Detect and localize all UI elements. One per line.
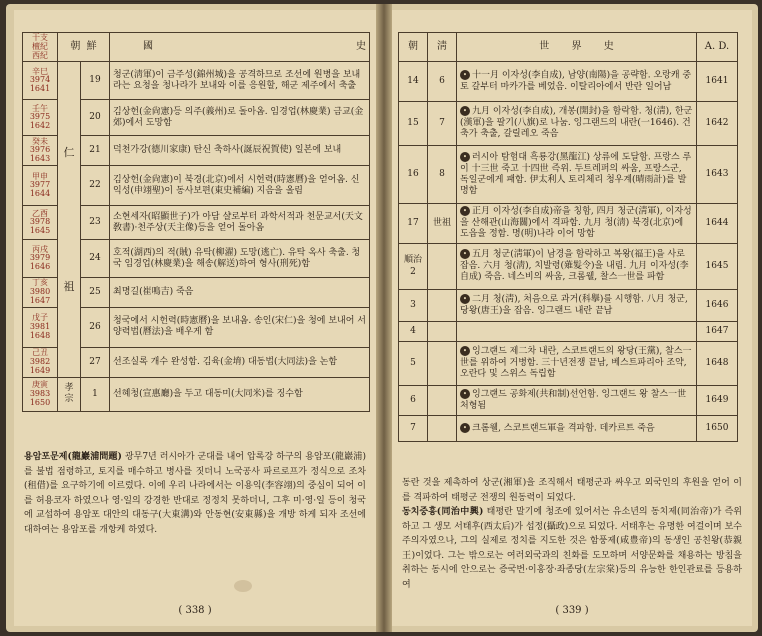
- table-header-row: [399, 33, 738, 62]
- right-folio: ( 339 ): [555, 605, 589, 616]
- circle-marker-icon: •: [460, 152, 470, 162]
- header-ad: A. D.: [697, 33, 738, 62]
- header-joseon: [58, 33, 110, 62]
- event-cell: [457, 290, 697, 322]
- era-cell: 乙酉 3978 1645: [23, 206, 58, 240]
- table-row: [399, 204, 738, 244]
- joseon-year-cell: 15: [399, 102, 428, 146]
- header-se: 世: [539, 40, 550, 52]
- event-cell: 김상헌(金尙憲)이 북경(北京)에서 시헌력(時憲曆)을 얻어옴. 신익성(申翊聖)이 동사보편(東史補編) 지음을 올림: [110, 166, 370, 206]
- era-cell: 庚寅 3983 1650: [23, 377, 58, 411]
- qing-year-cell: [428, 416, 457, 442]
- table-row: [399, 416, 738, 442]
- korea-history-table: [22, 32, 370, 412]
- event-cell: [457, 322, 697, 342]
- king-name-cell: [58, 62, 81, 377]
- left-essay-body: 광무7년 러시아가 군대를 내어 압록강 하구의 용암포(龍巖浦)를 불법 점령하고, 토지를 매수하고 병사를 짓더니 노국공사 파르로프가 정식으로 조차(租借)를 요구하기에 이르렀다. 이에 우리 나라에서는 이용익(李容翊)의 중심이 되어 이를 허용코자 하였으나 영·일의 강경한 반대로 정정치 못하더니, 그후 미·영·일 등이 청국에 교섭하여 용암포 대안의 대동구(大東溝)와 안동현(安東縣)을 개방 하게 되자 조선에 대하여는 용암포를 개항케 하였다.: [24, 452, 366, 535]
- table-header-row: [23, 33, 370, 62]
- era-cell: 丙戌 3979 1646: [23, 240, 58, 278]
- right-essay-title: 동치중흥(同治中興): [402, 507, 484, 517]
- ad-year-cell: 1643: [697, 146, 738, 204]
- table-row: [399, 342, 738, 386]
- ad-year-cell: 1650: [697, 416, 738, 442]
- table-row: [399, 146, 738, 204]
- paper-stain: [234, 580, 252, 592]
- reign-year-cell: 1: [81, 377, 110, 411]
- circle-marker-icon: •: [460, 70, 470, 80]
- table-row: [23, 377, 370, 411]
- header-sa: 史: [356, 40, 366, 52]
- event-cell: 청군(淸軍)이 금주성(錦州城)을 공격하므로 조선에 원병을 보내라는 요청을 청나라가 보내와 이를 응원할, 해군 제주에서 축출: [110, 62, 370, 100]
- header-era: 干支 檀紀 西紀: [23, 33, 58, 62]
- qing-year-cell: 7: [428, 102, 457, 146]
- header-world-history: [457, 33, 697, 62]
- circle-marker-icon: •: [460, 106, 470, 116]
- event-cell: 김상헌(金尙憲)등 의주(義州)로 돌아옴. 임경업(林慶業) 금교(金郊)에서 도망함: [110, 100, 370, 136]
- reign-year-cell: 23: [81, 206, 110, 240]
- qing-year-cell: 8: [428, 146, 457, 204]
- header-national-history: [110, 33, 370, 62]
- era-cell: 甲申 3977 1644: [23, 166, 58, 206]
- joseon-year-cell: 16: [399, 146, 428, 204]
- book-gutter: [376, 4, 392, 632]
- event-cell: 선혜청(宣惠廳)을 두고 대동미(大同米)를 징수함: [110, 377, 370, 411]
- era-cell: 丁亥 3980 1647: [23, 278, 58, 307]
- event-text: 正月 이자성(李自成)帝을 칭함, 四月 청군(淸軍), 이자성을 산해관(山海關)에서 격파함. 九月 청(淸) 북경(北京)에 도읍을 정함. 명(明)나라 이어 망함: [460, 206, 692, 240]
- qing-year-cell: [428, 322, 457, 342]
- event-cell: 소현세자(昭顯世子)가 아담 샬로부터 과학서적과 천문교서(天文敎書)·천주상(天主像)등을 얻어 돌아옴: [110, 206, 370, 240]
- reign-year-cell: 20: [81, 100, 110, 136]
- table-row: [399, 244, 738, 290]
- table-row: [399, 102, 738, 146]
- reign-year-cell: 26: [81, 307, 110, 347]
- qing-year-cell: 6: [428, 62, 457, 102]
- right-essay-intro: 동란 것을 제촉하여 상군(湘軍)을 조직해서 태평군과 싸우고 외국인의 후원을 얻어 이를 격파하여 태평군 전쟁의 원동력이 되었다.: [402, 478, 742, 503]
- ad-year-cell: 1642: [697, 102, 738, 146]
- event-text: 잉그랜드 제二차 내란, 스코트랜드의 왕당(王黨), 찰스一世를 위하여 거병함. 三十년전쟁 끝남, 베스트파리아 조약, 오란다 및 스위스 독립함: [460, 346, 692, 380]
- event-cell: [457, 244, 697, 290]
- era-cell: 戊子 3981 1648: [23, 307, 58, 347]
- king-name-part-2: 祖: [63, 279, 75, 293]
- circle-marker-icon: •: [460, 346, 470, 356]
- header-joseon-2: 鮮: [86, 40, 97, 52]
- ad-year-cell: 1648: [697, 342, 738, 386]
- reign-year-cell: 24: [81, 240, 110, 278]
- event-cell: [457, 102, 697, 146]
- joseon-year-cell: 4: [399, 322, 428, 342]
- era-cell: 壬午 3975 1642: [23, 100, 58, 136]
- circle-marker-icon: •: [460, 423, 470, 433]
- event-cell: [457, 342, 697, 386]
- header-guk: 國: [143, 40, 153, 52]
- joseon-year-cell: 6: [399, 386, 428, 416]
- joseon-year-cell: 7: [399, 416, 428, 442]
- event-text: 러시아 탐험대 흑룡강(黑龍江) 상류에 도달함. 프랑스 루이 十三世 죽고 十四世 즉위. 두트레퍼의 싸움, 프랑스군, 독일군에게 패함. 伊太利人 토리체리 청우계(晴雨計)를 발명함: [460, 152, 692, 196]
- event-text: 잉그랜드 공화제(共和制)선언함. 잉그랜드 왕 찰스一世 처형됨: [460, 389, 687, 411]
- qing-year-cell: 世祖: [428, 204, 457, 244]
- table-row: [399, 290, 738, 322]
- left-page: [14, 10, 376, 626]
- qing-year-cell: [428, 290, 457, 322]
- header-joseon-1: 朝: [70, 40, 81, 52]
- event-text: 크롬웰, 스코트랜드軍을 격파함. 데카르트 죽음: [472, 423, 655, 434]
- event-cell: [457, 62, 697, 102]
- ad-year-cell: 1649: [697, 386, 738, 416]
- event-cell: 최명길(崔鳴吉) 죽음: [110, 278, 370, 307]
- right-page: [392, 10, 752, 626]
- reign-year-cell: 27: [81, 347, 110, 377]
- left-folio: ( 338 ): [178, 605, 212, 616]
- event-cell: [457, 386, 697, 416]
- king-name-part-1: 仁: [63, 145, 75, 159]
- ad-year-cell: 1644: [697, 204, 738, 244]
- event-cell: 덕천가강(德川家康) 탄신 축하사(誕辰祝賀使) 일본에 보내: [110, 136, 370, 166]
- ad-year-cell: 1647: [697, 322, 738, 342]
- right-essay: [402, 476, 742, 592]
- joseon-year-cell: 順治 2: [399, 244, 428, 290]
- right-essay-body: 태평란 말기에 청조에 있어서는 유소년의 동치제(同治帝)가 즉위하고 그 생모 서태후(西太后)가 섭정(攝政)으로 되었다. 서태후는 유명한 여걸이며 보수주의자였으나, 그의 실제로 정치를 지도한 것은 함풍제(咸豊帝)의 동생인 공친왕(恭親王)이었다. 그는 밖으로는 여러외국과의 친화를 도모하며 서양문화를 채용하는 방침을 취하는 동시에 안으로는 증국번·이홍장·좌종당(左宗棠)등의 유능한 한인관료를 등용하여: [402, 507, 742, 590]
- joseon-year-cell: 14: [399, 62, 428, 102]
- circle-marker-icon: •: [460, 249, 470, 259]
- header-sa2: 史: [603, 40, 614, 52]
- reign-year-cell: 25: [81, 278, 110, 307]
- event-cell: [457, 204, 697, 244]
- qing-year-cell: [428, 386, 457, 416]
- event-text: 五月 청군(淸軍)이 남경을 함락하고 복왕(福王)을 사로잡음. 六月 청(淸), 치발령(薙髮令)을 내림. 九月 이자성(李自成) 죽음. 네스비의 싸움, 크롬웰, 찰스一世를 파함: [460, 249, 689, 283]
- circle-marker-icon: •: [460, 206, 470, 216]
- era-cell: 辛巳 3974 1641: [23, 62, 58, 100]
- event-text: 十一月 이자성(李自成), 남양(南陽)을 공략함. 오랑캐 중토 갈부터 마카가를 베었음. 이탈리아에서 반란 일어남: [460, 70, 692, 92]
- event-text: 九月 이자성(李自成), 개봉(開封)을 함락함. 청(淸), 한군(漢軍)을 팔기(八旗)로 나눔. 잉그랜드의 내란(一1646). 건축가 축출, 갈릴레오 죽음: [460, 106, 693, 140]
- joseon-year-cell: 17: [399, 204, 428, 244]
- world-history-table: [398, 32, 738, 442]
- header-gye: 界: [571, 40, 582, 52]
- table-row: [399, 62, 738, 102]
- event-text: 二月 청(淸), 처음으로 과거(科擧)를 시행함. 八月 청군, 당왕(唐王)을 잡음. 잉그랜드 내란 끝남: [460, 294, 688, 316]
- ad-year-cell: 1641: [697, 62, 738, 102]
- qing-year-cell: [428, 342, 457, 386]
- era-cell: 己丑 3982 1649: [23, 347, 58, 377]
- joseon-year-cell: 5: [399, 342, 428, 386]
- qing-year-cell: [428, 244, 457, 290]
- reign-year-cell: 22: [81, 166, 110, 206]
- header-jo: 朝: [399, 33, 428, 62]
- event-cell: 청국에서 시헌력(時憲曆)을 보내옴. 송인(宋仁)을 청에 보내어 서양력법(曆法)을 배우게 함: [110, 307, 370, 347]
- open-book: [6, 4, 758, 632]
- left-essay-title: 용암포문제(龍巖浦問題): [24, 452, 122, 462]
- event-cell: [457, 416, 697, 442]
- header-qing: 淸: [428, 33, 457, 62]
- table-row: [399, 386, 738, 416]
- reign-year-cell: 21: [81, 136, 110, 166]
- table-row: [399, 322, 738, 342]
- ad-year-cell: 1646: [697, 290, 738, 322]
- event-cell: 선조실록 개수 완성함. 김육(金堉) 대동법(大同法)을 논함: [110, 347, 370, 377]
- left-essay: [24, 450, 366, 537]
- table-row: [23, 62, 370, 100]
- event-cell: 호적(湖西)의 적(賊) 유탁(柳濯) 도망(逃亡). 유탁 옥사 축출. 청국 임경업(林慶業)을 해송(解送)하여 형사(刑死)함: [110, 240, 370, 278]
- event-cell: [457, 146, 697, 204]
- king-name-cell: 孝宗: [58, 377, 81, 411]
- ad-year-cell: 1645: [697, 244, 738, 290]
- circle-marker-icon: •: [460, 389, 470, 399]
- reign-year-cell: 19: [81, 62, 110, 100]
- era-cell: 癸未 3976 1643: [23, 136, 58, 166]
- circle-marker-icon: •: [460, 294, 470, 304]
- joseon-year-cell: 3: [399, 290, 428, 322]
